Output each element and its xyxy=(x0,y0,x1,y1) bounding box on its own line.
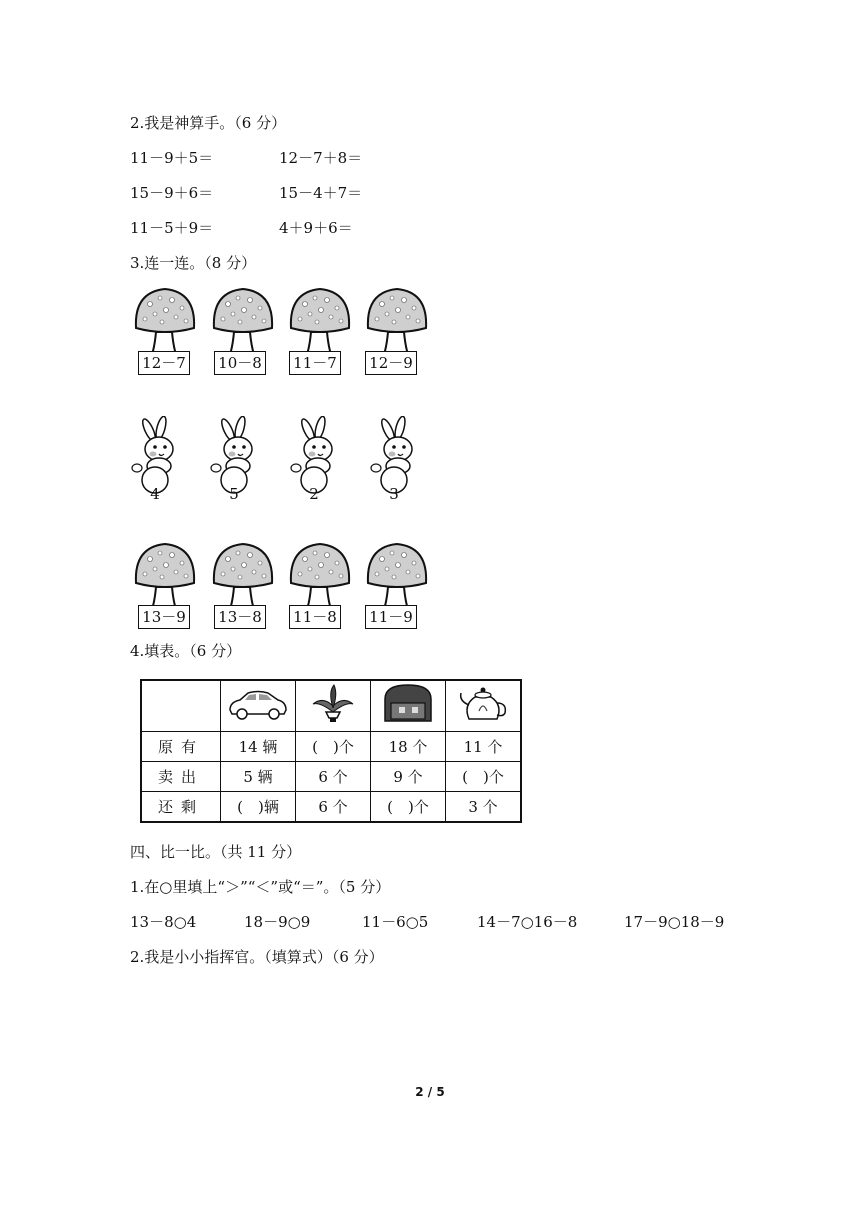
compare-item: 17－9○18－9 xyxy=(624,913,725,931)
rabbit-with-ball xyxy=(125,416,185,503)
table-cell: 11 个 xyxy=(446,732,522,762)
table-header-row xyxy=(141,680,521,732)
table-row-label: 原有 xyxy=(141,732,221,762)
compare-item: 13－8○4 xyxy=(130,913,197,931)
backpack-icon xyxy=(379,681,437,727)
mushroom-expression: 12－7 xyxy=(138,351,190,375)
arith-problem: 12－7＋8＝ xyxy=(279,149,363,167)
rabbit-number: 2 xyxy=(309,485,319,503)
compare-item: 18－9○9 xyxy=(244,913,311,931)
mushroom-expression: 11－8 xyxy=(289,605,341,629)
table-cell: ( )个 xyxy=(446,762,522,792)
table-row xyxy=(141,732,521,762)
inventory-table xyxy=(140,679,522,823)
rabbit-number: 3 xyxy=(389,485,399,503)
table-cell: 5 辆 xyxy=(221,762,296,792)
section-3-title: 3.连一连。（8 分） xyxy=(130,254,257,272)
table-header-cell xyxy=(371,680,446,732)
table-header-cell xyxy=(446,680,522,732)
car-icon xyxy=(226,684,290,724)
arith-problem: 4＋9＋6＝ xyxy=(279,219,353,237)
table-cell: ( )个 xyxy=(371,792,446,823)
mushroom-expression: 12－9 xyxy=(365,351,417,375)
compare-title: 1.在○里填上“＞”“＜”或“＝”。（5 分） xyxy=(130,878,391,896)
rabbit-with-ball xyxy=(204,416,264,503)
compare-item: 11－6○5 xyxy=(362,913,429,931)
rabbit-with-ball xyxy=(364,416,424,503)
arith-problem: 11－5＋9＝ xyxy=(130,219,214,237)
arith-problem: 15－9＋6＝ xyxy=(130,184,214,202)
commander-title: 2.我是小小指挥官。（填算式）（6 分） xyxy=(130,948,384,966)
arith-problem: 15－4＋7＝ xyxy=(279,184,363,202)
table-row xyxy=(141,792,521,823)
mushroom-expression: 11－9 xyxy=(365,605,417,629)
rabbit-number: 4 xyxy=(150,485,160,503)
potted-plant-icon xyxy=(308,682,358,726)
table-cell: ( )辆 xyxy=(221,792,296,823)
table-header-cell xyxy=(221,680,296,732)
rabbit-with-ball xyxy=(284,416,344,503)
table-header-cell xyxy=(296,680,371,732)
rabbit-number: 5 xyxy=(229,485,239,503)
part-4-title: 四、比一比。（共 11 分） xyxy=(130,843,302,861)
table-cell: 14 辆 xyxy=(221,732,296,762)
mushroom-expression: 10－8 xyxy=(214,351,266,375)
section-2-title: 2.我是神算手。（6 分） xyxy=(130,114,287,132)
table-cell: 6 个 xyxy=(296,792,371,823)
table-cell: 18 个 xyxy=(371,732,446,762)
table-row-label: 还剩 xyxy=(141,792,221,823)
mushroom-expression: 13－9 xyxy=(138,605,190,629)
arith-problem: 11－9＋5＝ xyxy=(130,149,214,167)
table-cell: ( )个 xyxy=(296,732,371,762)
mushroom-expression: 13－8 xyxy=(214,605,266,629)
table-row-label: 卖出 xyxy=(141,762,221,792)
compare-item: 14－7○16－8 xyxy=(477,913,578,931)
table-cell: 3 个 xyxy=(446,792,522,823)
table-corner-cell xyxy=(141,680,221,732)
table-row xyxy=(141,762,521,792)
mushroom-expression: 11－7 xyxy=(289,351,341,375)
table-cell: 6 个 xyxy=(296,762,371,792)
teapot-icon xyxy=(455,681,511,727)
table-cell: 9 个 xyxy=(371,762,446,792)
page-number: 2 / 5 xyxy=(415,1085,445,1099)
section-4-title: 4.填表。（6 分） xyxy=(130,642,242,660)
